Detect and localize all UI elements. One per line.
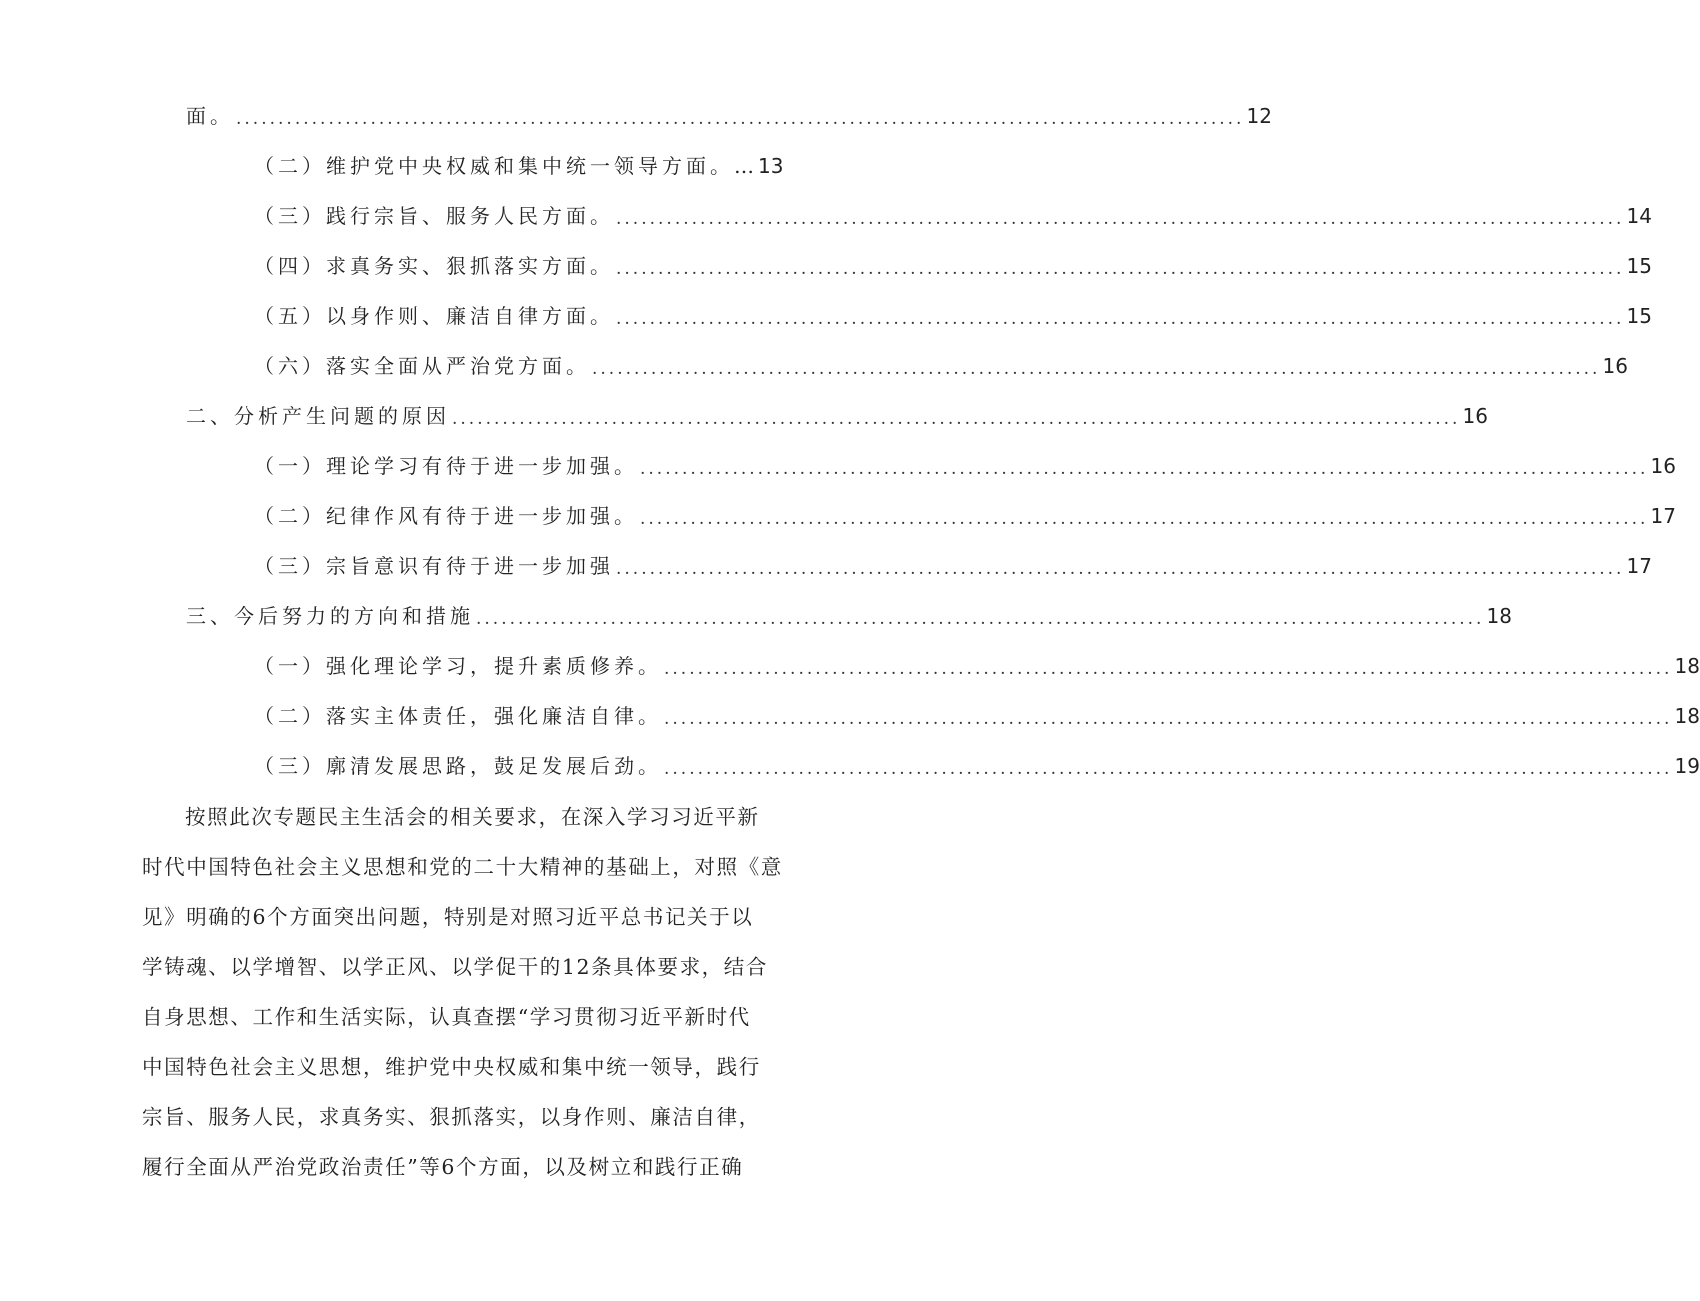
toc-dot-leader: ........................................................................................................................	[476, 609, 1485, 629]
toc-dot-leader: ........................................................................................................................	[236, 109, 1245, 129]
toc-dot-leader: ........................................................................................................................	[592, 359, 1601, 379]
toc-entry	[254, 444, 1676, 488]
toc-page-number: 17	[1650, 504, 1676, 528]
toc-dot-leader: ........................................................................................................................	[616, 559, 1625, 579]
toc-page-number: 16	[1650, 454, 1676, 478]
toc-page-number: 14	[1626, 204, 1652, 228]
toc-entry-title: （六）落实全面从严治党方面。	[254, 354, 590, 378]
toc-entry-title: （三）宗旨意识有待于进一步加强	[254, 554, 614, 578]
toc-entry-title: （三）践行宗旨、服务人民方面。	[254, 204, 614, 228]
toc-page-number: 12	[1246, 104, 1272, 128]
toc-page-number: 17	[1626, 554, 1652, 578]
toc-entry-title: （五）以身作则、廉洁自律方面。	[254, 304, 614, 328]
toc-entry-title: （二）维护党中央权威和集中统一领导方面。…	[254, 154, 758, 178]
toc-entry	[254, 644, 1700, 688]
toc-page-number: 18	[1486, 604, 1512, 628]
toc-entry-title: 面。	[186, 104, 234, 128]
toc-dot-leader: ........................................................................................................................	[664, 659, 1673, 679]
toc-dot-leader: ........................................................................................................................	[616, 309, 1625, 329]
toc-page-number: 18	[1674, 654, 1700, 678]
toc-page-number: 16	[1602, 354, 1628, 378]
toc-entry	[254, 144, 784, 188]
toc-entry	[254, 544, 1652, 588]
toc-entry	[186, 394, 1488, 438]
toc-page-number: 19	[1674, 754, 1700, 778]
toc-page-number: 15	[1626, 304, 1652, 328]
toc-dot-leader: ........................................................................................................................	[640, 459, 1649, 479]
toc-dot-leader: ........................................................................................................................	[664, 709, 1673, 729]
toc-entry-title: 二、分析产生问题的原因	[186, 404, 450, 428]
toc-entry	[186, 94, 1272, 138]
toc-entry	[254, 344, 1628, 388]
body-paragraph	[142, 792, 792, 1192]
toc-entry-title: （一）理论学习有待于进一步加强。	[254, 454, 638, 478]
toc-dot-leader: ........................................................................................................................	[616, 209, 1625, 229]
toc-entry-title: （三）廓清发展思路，鼓足发展后劲。	[254, 754, 662, 778]
toc-entry-title: （二）纪律作风有待于进一步加强。	[254, 504, 638, 528]
toc-page-number: 18	[1674, 704, 1700, 728]
toc-entry	[186, 594, 1512, 638]
toc-entry	[254, 294, 1652, 338]
toc-entry-title: （一）强化理论学习，提升素质修养。	[254, 654, 662, 678]
body-line: 学铸魂、以学增智、以学正风、以学促干的12条具体要求，结合	[142, 955, 768, 979]
toc-entry	[254, 494, 1676, 538]
toc-page-number: 16	[1462, 404, 1488, 428]
body-line: 按照此次专题民主生活会的相关要求，在深入学习习近平新	[185, 805, 760, 829]
body-line: 见》明确的6个方面突出问题，特别是对照习近平总书记关于以	[142, 905, 754, 929]
toc-entry	[254, 244, 1652, 288]
body-line: 时代中国特色社会主义思想和党的二十大精神的基础上，对照《意	[142, 855, 783, 879]
toc-entry-title: （四）求真务实、狠抓落实方面。	[254, 254, 614, 278]
body-line: 宗旨、服务人民，求真务实、狠抓落实，以身作则、廉洁自律，	[142, 1105, 761, 1129]
toc-entry	[254, 744, 1700, 788]
toc-dot-leader: ........................................................................................................................	[640, 509, 1649, 529]
body-line: 中国特色社会主义思想，维护党中央权威和集中统一领导，践行	[142, 1055, 761, 1079]
toc-page-number: 13	[758, 154, 784, 178]
body-line: 履行全面从严治党政治责任”等6个方面，以及树立和践行正确	[142, 1155, 744, 1179]
toc-dot-leader: ........................................................................................................................	[452, 409, 1461, 429]
toc-page-number: 15	[1626, 254, 1652, 278]
body-line: 自身思想、工作和生活实际，认真查摆“学习贯彻习近平新时代	[142, 1005, 751, 1029]
toc-dot-leader: ........................................................................................................................	[664, 759, 1673, 779]
toc-entry	[254, 194, 1652, 238]
toc-entry-title: （二）落实主体责任，强化廉洁自律。	[254, 704, 662, 728]
toc-entry	[254, 694, 1700, 738]
toc-entry-title: 三、今后努力的方向和措施	[186, 604, 474, 628]
toc-dot-leader: ........................................................................................................................	[616, 259, 1625, 279]
